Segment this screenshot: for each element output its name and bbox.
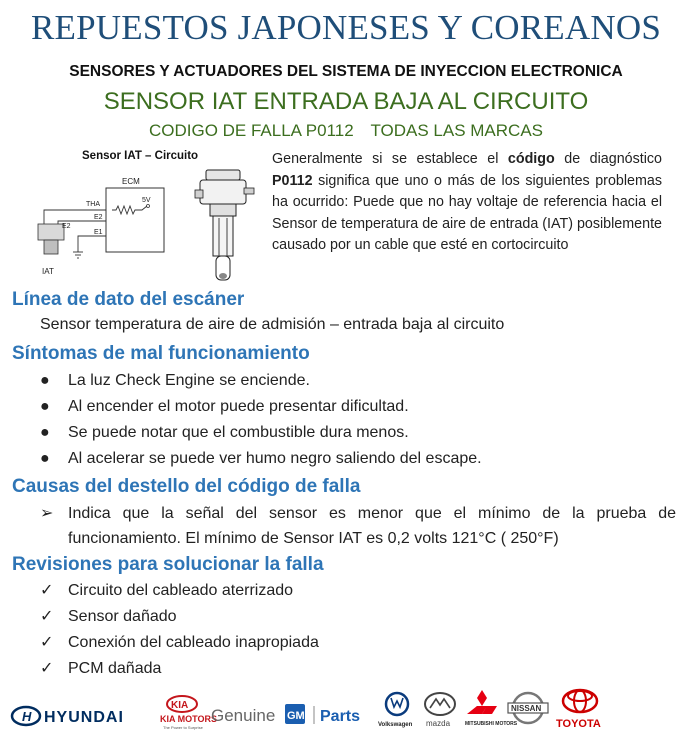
- symptom-text: Al encender el motor puede presentar dificultad.: [68, 398, 409, 415]
- scanner-heading: Línea de dato del escáner: [12, 289, 245, 310]
- intro-text-3: significa que uno o más de los siguientes problemas ha ocurrido: Puede que no hay voltaje de referencia hacia el Sensor de temperatura de aire de entrada (IAT) posiblemente causado por un cable que esté en cortocircuito: [272, 172, 662, 254]
- fix-text: Sensor dañado: [68, 608, 177, 625]
- intro-paragraph: [272, 149, 662, 257]
- toyota-logo: [556, 690, 601, 730]
- intro-bold-codigo: código: [507, 151, 555, 167]
- intro-text-2: de diagnóstico: [554, 151, 662, 167]
- symptom-text: La luz Check Engine se enciende.: [68, 372, 310, 389]
- iat-sensor-picture: [195, 170, 254, 280]
- fixes-heading: Revisiones para solucionar la falla: [12, 554, 324, 575]
- list-item: [40, 420, 482, 446]
- checkmark-icon: ✓: [40, 634, 54, 651]
- svg-text:NISSAN: NISSAN: [511, 704, 542, 713]
- bullet-icon: ●: [40, 372, 50, 389]
- page-subtitle: SENSORES Y ACTUADORES DEL SISTEMA DE INYECCION ELECTRONICA: [69, 63, 623, 80]
- gm-parts-logo: [211, 704, 360, 725]
- ecm-box: [106, 188, 164, 252]
- fault-code-label: CODIGO DE FALLA P0112: [148, 121, 354, 140]
- symptom-text: Al acelerar se puede ver humo negro saliendo del escape.: [68, 450, 482, 467]
- checkmark-icon: ✓: [40, 660, 54, 677]
- list-item: [40, 394, 482, 420]
- fix-text: PCM dañada: [68, 660, 162, 677]
- bullet-icon: ●: [40, 450, 50, 467]
- svg-text:mazda: mazda: [426, 719, 451, 728]
- bullet-icon: ●: [40, 398, 50, 415]
- e2-sensor-label: E2: [62, 223, 71, 230]
- diagram-title: Sensor IAT – Circuito: [82, 150, 199, 162]
- ecm-resistor: [112, 206, 147, 214]
- fix-text: Conexión del cableado inapropiada: [68, 634, 319, 651]
- brand-logos-strip: [0, 684, 692, 734]
- iat-sensor-tip: [44, 240, 58, 254]
- list-item: [40, 446, 482, 472]
- causes-item: [40, 501, 676, 551]
- nissan-logo: [508, 693, 548, 723]
- intro-bold-code: P0112: [272, 172, 313, 189]
- iat-circuit-diagram: [14, 166, 274, 286]
- svg-text:Genuine: Genuine: [211, 706, 276, 725]
- e1-wire: [78, 236, 106, 252]
- code-line: [0, 121, 692, 141]
- sensor-title: SENSOR IAT ENTRADA BAJA AL CIRCUITO: [103, 88, 589, 115]
- fix-text: Circuito del cableado aterrizado: [68, 582, 294, 599]
- arrow-bullet-icon: ➢: [40, 505, 54, 522]
- checkmark-icon: ✓: [40, 582, 54, 599]
- ecm-label: ECM: [122, 177, 140, 186]
- page-title: REPUESTOS JAPONESES Y COREANOS: [31, 8, 661, 47]
- svg-text:Parts: Parts: [320, 708, 361, 725]
- causes-text: Indica que la señal del sensor es menor que el mínimo de la prueba de funcionamiento. El mínimo de Sensor IAT es 0,2 volts 121°C ( 250°F): [68, 505, 676, 547]
- symptoms-heading: Síntomas de mal funcionamiento: [12, 343, 310, 364]
- svg-text:The Power to Surprise: The Power to Surprise: [163, 725, 203, 730]
- e1-label: E1: [94, 229, 103, 236]
- list-item: [40, 368, 482, 394]
- brands-label: TODAS LAS MARCAS: [370, 121, 544, 140]
- list-item: [40, 656, 319, 682]
- svg-text:KIA: KIA: [171, 700, 189, 711]
- e2-label: E2: [94, 214, 103, 221]
- svg-text:MITSUBISHI MOTORS: MITSUBISHI MOTORS: [465, 721, 518, 727]
- scanner-text: Sensor temperatura de aire de admisión – entrada baja al circuito: [40, 316, 505, 333]
- tha-label: THA: [86, 201, 100, 208]
- list-item: [40, 630, 319, 656]
- symptoms-list: [40, 368, 482, 472]
- list-item: [40, 578, 319, 604]
- svg-text:KIA MOTORS: KIA MOTORS: [160, 714, 218, 724]
- 5v-label: 5V: [142, 197, 151, 204]
- kia-logo: [160, 696, 217, 730]
- fixes-list: [40, 578, 319, 682]
- symptom-text: Se puede notar que el combustible dura menos.: [68, 424, 409, 441]
- mazda-logo: [425, 693, 455, 728]
- svg-text:HYUNDAI: HYUNDAI: [44, 709, 124, 726]
- volkswagen-logo: [378, 693, 413, 728]
- causes-heading: Causas del destello del código de falla: [12, 476, 361, 497]
- hyundai-logo: [12, 707, 124, 726]
- intro-text-1: Generalmente si se establece el: [272, 151, 508, 167]
- svg-text:H: H: [22, 709, 32, 724]
- iat-label: IAT: [42, 267, 54, 276]
- svg-text:Volkswagen: Volkswagen: [378, 722, 413, 728]
- list-item: [40, 604, 319, 630]
- svg-text:GM: GM: [287, 710, 305, 722]
- svg-text:TOYOTA: TOYOTA: [556, 718, 601, 730]
- checkmark-icon: ✓: [40, 608, 54, 625]
- bullet-icon: ●: [40, 424, 50, 441]
- iat-sensor-body: [38, 224, 64, 240]
